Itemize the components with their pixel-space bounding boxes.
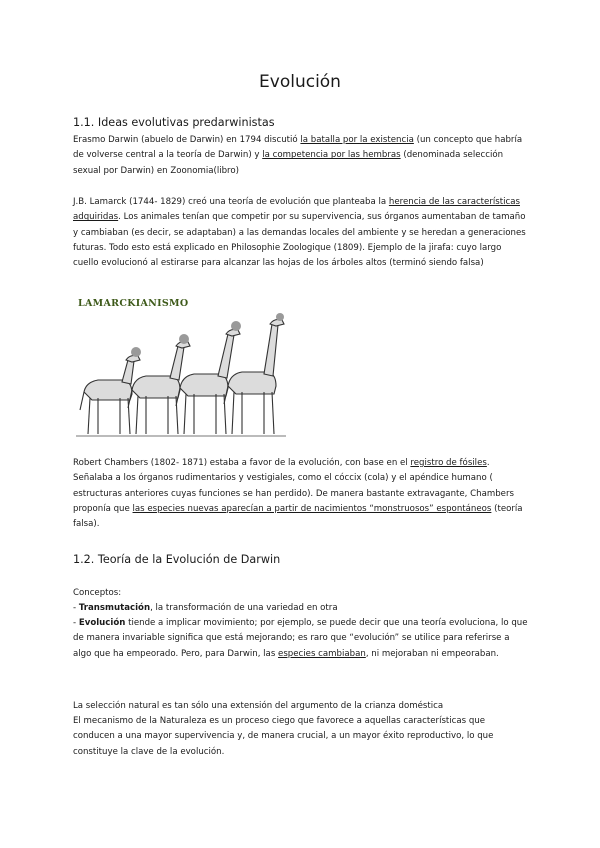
concept-item-evolucion: [73, 616, 528, 662]
lamarck-text-2: . Los animales tenían que competir por su supervivencia, sus órganos aumentaban de tamaño y cambiaban (es decir, se adaptaban) a las demandas locales del ambiente y se heredan a generaciones futuras. Todo esto está explicado en Philosophie Zoologique (1809). Ejemplo de la jirafa: cuyo largo cuello evolucionó al estirarse para alcanzar las hojas de los árboles altos (terminó siendo falsa): [73, 212, 526, 269]
figure-label: LAMARCKIANISMO: [78, 298, 189, 309]
page-title: Evolución: [259, 72, 341, 92]
erasmo-text-3: (denominada selección sexual por Darwin) en Zoonomia(libro): [73, 150, 504, 176]
item1-text: , la transformación de una variedad en otra: [150, 603, 338, 613]
item2-text-2: , ni mejoraban ni empeoraban.: [365, 648, 499, 659]
paragraph-erasmo-darwin: [73, 133, 528, 179]
paragraph-seleccion-natural: La selección natural es tan sólo una extensión del argumento de la crianza doméstica: [73, 701, 444, 711]
lamarckism-figure: [76, 296, 286, 446]
chambers-underline-2: las especies nuevas aparecían a partir de nacimientos “monstruosos” espontáneos: [132, 503, 492, 514]
chambers-underline-1: registro de fósiles: [410, 458, 487, 468]
paragraph-mecanismo: El mecanismo de la Naturaleza es un proceso ciego que favorece a aquellas características que conducen a una mayor supervivencia y, de manera crucial, a un mayor éxito reproductivo, lo que constituye la clave de la evolución.: [73, 716, 494, 757]
concept-item-transmutacion: [73, 601, 528, 616]
bullet-1: -: [73, 603, 79, 613]
section-1-heading: 1.1. Ideas evolutivas predarwinistas: [73, 116, 275, 129]
paragraph-chambers: [73, 456, 528, 532]
tree-foliage: [131, 313, 284, 357]
erasmo-text-1: Erasmo Darwin (abuelo de Darwin) en 1794 discutió: [73, 135, 301, 145]
chambers-text-2: . Señalaba a los órganos rudimentarios y vestigiales, como el cóccix (cola) y el apéndice humano ( estructuras anteriores cuyas funciones se han perdido). De manera bastante extravagante, Chambers proponía que: [73, 458, 514, 514]
chambers-text-3: (teoría falsa).: [73, 503, 523, 530]
term-transmutacion: Transmutación: [78, 603, 151, 613]
erasmo-underline-2: la competencia por las hembras: [262, 150, 401, 161]
item2-text-1: tiende a implicar movimiento; por ejemplo, se puede decir que una teoría evoluciona, lo que de manera invariable significa que está mejorando; es raro que “evolución” se utilice para referirse a algo que ha empeorado. Pero, para Darwin, las: [73, 618, 528, 659]
paragraph-lamarck: [73, 195, 528, 271]
lamarck-underline-1: herencia de las características adquiridas: [73, 197, 520, 223]
giraffes-illustration: [76, 312, 286, 446]
section-2-heading: 1.2. Teoría de la Evolución de Darwin: [73, 553, 281, 566]
term-evolucion: Evolución: [78, 618, 126, 628]
item2-underline-1: especies cambiaban: [278, 648, 366, 659]
erasmo-text-2: (un concepto que habría de volverse central a la teoría de Darwin) y: [73, 135, 523, 161]
conceptos-label: Conceptos:: [73, 588, 122, 598]
chambers-text-1: Robert Chambers (1802- 1871) estaba a favor de la evolución, con base en el: [73, 458, 411, 468]
lamarck-text-1: J.B. Lamarck (1744- 1829) creó una teoría de evolución que planteaba la: [73, 197, 389, 207]
erasmo-underline-1: la batalla por la existencia: [300, 135, 414, 145]
bullet-2: -: [73, 618, 79, 628]
